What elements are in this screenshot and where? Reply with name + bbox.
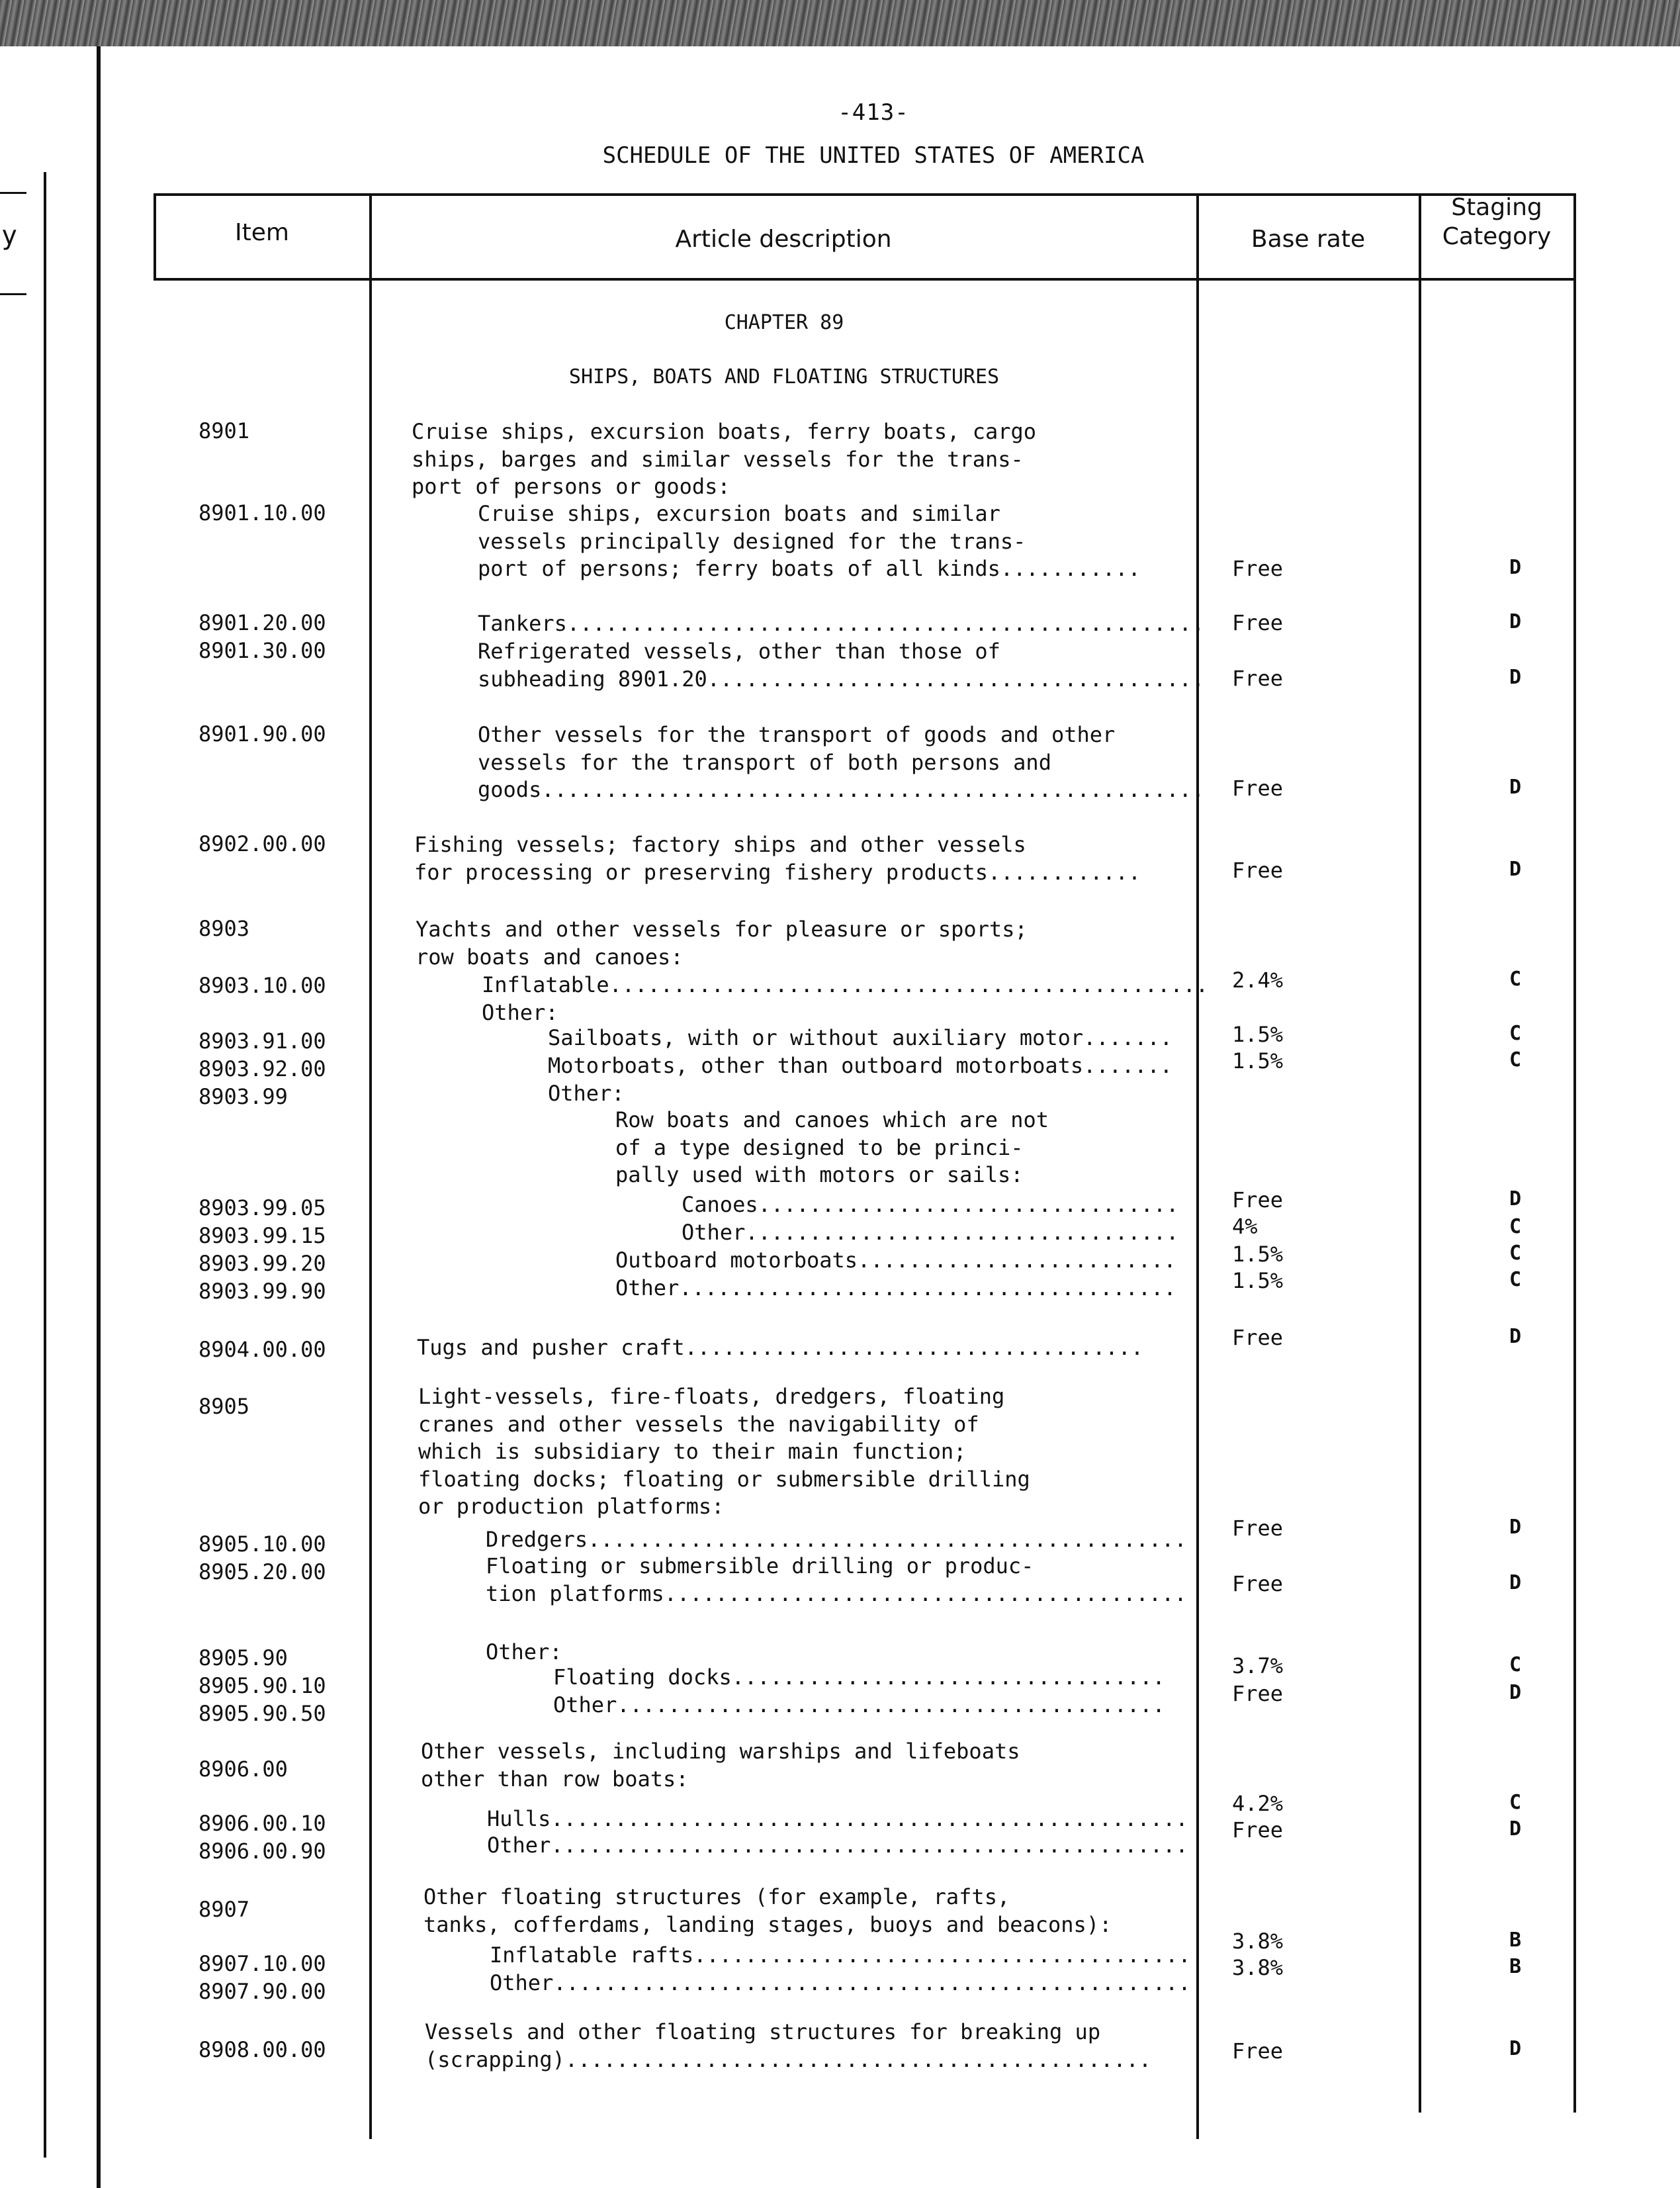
left-page-fragment	[0, 192, 26, 295]
table-row-item-code: 8903	[199, 916, 250, 941]
table-row-item-code: 8906.00	[199, 1756, 288, 1782]
table-row-base-rate: Free	[1232, 666, 1284, 691]
table-row-base-rate: Free	[1232, 2038, 1284, 2064]
header-staging-line2: Category	[1442, 223, 1552, 250]
table-row-base-rate: Free	[1232, 1187, 1284, 1212]
table-row-staging-category: D	[1509, 666, 1522, 689]
table-row-staging-category: D	[1509, 1516, 1522, 1539]
table-row-item-code: 8905.10.00	[199, 1531, 326, 1557]
table-row-item-code: 8906.00.10	[199, 1811, 326, 1836]
table-row-item-code: 8901.90.00	[199, 721, 326, 747]
table-row-description: Cruise ships, excursion boats and similar vessels principally designed for the trans- port of persons; ferry boats of all kinds...........	[478, 501, 1141, 581]
table-row-staging-category: B	[1509, 1929, 1522, 1952]
table-row-staging-category: C	[1509, 1791, 1522, 1814]
header-staging-category	[1421, 193, 1572, 251]
table-row-item-code: 8901	[199, 418, 250, 443]
table-row-item-code: 8905.90.10	[199, 1673, 326, 1698]
table-row-item-code: 8902.00.00	[199, 831, 326, 856]
table-row-description: Floating docks..................................	[553, 1664, 1165, 1690]
table-row-item-code: 8903.99	[199, 1084, 288, 1109]
binding-gutter-line	[97, 46, 101, 2188]
table-row-staging-category: D	[1509, 610, 1522, 633]
table-row-base-rate: Free	[1232, 556, 1284, 581]
table-row-staging-category: C	[1509, 1022, 1522, 1045]
table-row-description: Other..................................................	[487, 1833, 1188, 1858]
table-row-item-code: 8903.99.15	[199, 1223, 326, 1248]
table-row-item-code: 8901.20.00	[199, 610, 326, 635]
table-row-description: Other vessels for the transport of goods and other vessels for the transport of both persons and goods....................................................	[478, 722, 1205, 802]
column-rule-description	[1196, 193, 1199, 2139]
table-row-item-code: 8905.90.50	[199, 1701, 326, 1726]
table-row-item-code: 8901.10.00	[199, 500, 326, 525]
table-row-item-code: 8905	[199, 1394, 250, 1419]
table-row-item-code: 8908.00.00	[199, 2037, 326, 2062]
table-row-staging-category: D	[1509, 776, 1522, 799]
header-base-rate: Base rate	[1251, 226, 1366, 253]
table-row-staging-category: C	[1509, 968, 1522, 991]
table-row-description: Canoes.................................	[682, 1192, 1179, 1217]
table-row-description: Dredgers...............................................	[486, 1527, 1187, 1552]
table-row-description: Other vessels, including warships and lifeboats other than row boats:	[421, 1739, 1020, 1792]
table-row-item-code: 8905.20.00	[199, 1559, 326, 1584]
table-row-description: Vessels and other floating structures for breaking up (scrapping)..............................................	[425, 2019, 1152, 2072]
table-row-base-rate: 1.5%	[1232, 1242, 1284, 1267]
table-row-base-rate: 1.5%	[1232, 1268, 1284, 1293]
table-row-item-code: 8904.00.00	[199, 1337, 326, 1362]
table-row-description: Yachts and other vessels for pleasure or sports; row boats and canoes:	[416, 917, 1028, 970]
table-row-staging-category: D	[1509, 858, 1522, 881]
table-row-base-rate: 1.5%	[1232, 1048, 1284, 1073]
table-row-base-rate: Free	[1232, 1571, 1284, 1596]
table-row-item-code: 8901.30.00	[199, 638, 326, 663]
table-row-description: Sailboats, with or without auxiliary motor.......	[548, 1025, 1173, 1050]
table-row-base-rate: 1.5%	[1232, 1022, 1284, 1047]
table-row-description: Other..................................................	[490, 1970, 1191, 1995]
column-rule-right	[1573, 193, 1576, 2113]
header-item: Item	[235, 219, 289, 246]
table-row-base-rate: Free	[1232, 1516, 1284, 1541]
table-top-rule	[154, 193, 1576, 196]
table-row-description: Cruise ships, excursion boats, ferry boats, cargo ships, barges and similar vessels for the trans- port of persons or goods:	[412, 419, 1037, 499]
table-row-staging-category: D	[1509, 2037, 1522, 2060]
table-row-description: Tankers..................................................	[478, 611, 1205, 636]
table-row-item-code: 8903.91.00	[199, 1028, 326, 1054]
chapter-title: SHIPS, BOATS AND FLOATING STRUCTURES	[568, 365, 1000, 388]
table-row-description: Motorboats, other than outboard motorboats.......	[548, 1053, 1173, 1078]
schedule-title: SCHEDULE OF THE UNITED STATES OF AMERICA	[602, 142, 1145, 169]
table-row-base-rate: 4.2%	[1232, 1791, 1284, 1816]
table-row-item-code: 8903.92.00	[199, 1056, 326, 1081]
table-row-item-code: 8903.10.00	[199, 973, 326, 998]
left-page-fragment-text: y	[1, 220, 18, 251]
table-row-item-code: 8907	[199, 1897, 250, 1922]
column-rule-base-rate	[1419, 193, 1421, 2113]
chapter-heading: CHAPTER 89	[724, 311, 844, 334]
table-row-description: Floating or submersible drilling or produc- tion platforms.........................................	[486, 1553, 1187, 1606]
table-row-base-rate: Free	[1232, 1325, 1284, 1350]
table-row-item-code: 8906.00.90	[199, 1839, 326, 1864]
table-row-staging-category: C	[1509, 1215, 1522, 1238]
left-page-edge-line	[44, 172, 46, 2158]
header-staging-line1: Staging	[1451, 194, 1542, 221]
table-row-item-code: 8903.99.90	[199, 1279, 326, 1304]
table-row-base-rate: 3.7%	[1232, 1653, 1284, 1678]
table-row-staging-category: D	[1509, 1187, 1522, 1210]
table-row-description: Other..................................	[682, 1220, 1179, 1245]
table-row-item-code: 8903.99.05	[199, 1195, 326, 1220]
table-row-staging-category: D	[1509, 1571, 1522, 1594]
table-row-description: Row boats and canoes which are not of a type designed to be princi- pally used with motors or sails:	[615, 1107, 1049, 1187]
table-row-description: Light-vessels, fire-floats, dredgers, floating cranes and other vessels the navigability of which is subsidiary to their main function; floating docks; floating or submersible drilling or production platforms:	[418, 1384, 1030, 1519]
table-row-description: Other:	[548, 1081, 625, 1106]
table-row-item-code: 8907.10.00	[199, 1951, 326, 1976]
page-number: -413-	[838, 99, 909, 126]
table-row-item-code: 8903.99.20	[199, 1251, 326, 1276]
table-row-base-rate: Free	[1232, 1817, 1284, 1843]
table-row-description: Other:	[486, 1639, 562, 1664]
table-row-staging-category: C	[1509, 1268, 1522, 1291]
table-row-description: Inflatable...............................................	[482, 972, 1209, 997]
table-row-item-code: 8905.90	[199, 1645, 288, 1670]
header-article-description: Article description	[675, 226, 892, 253]
table-row-base-rate: 3.8%	[1232, 1955, 1284, 1980]
table-row-staging-category: D	[1509, 1325, 1522, 1348]
table-row-base-rate: Free	[1232, 776, 1284, 801]
table-row-description: Fishing vessels; factory ships and other vessels for processing or preserving fishery products............	[414, 832, 1141, 885]
table-row-description: Inflatable rafts.......................................	[490, 1942, 1191, 1968]
column-rule-item	[369, 193, 372, 2139]
table-row-base-rate: 3.8%	[1232, 1929, 1284, 1954]
table-row-description: Tugs and pusher craft....................................	[417, 1335, 1144, 1360]
table-row-description: Outboard motorboats.........................	[615, 1248, 1176, 1273]
table-row-base-rate: Free	[1232, 610, 1284, 635]
table-row-base-rate: 4%	[1232, 1214, 1258, 1239]
table-row-staging-category: C	[1509, 1048, 1522, 1071]
table-row-base-rate: Free	[1232, 1681, 1284, 1706]
table-row-staging-category: D	[1509, 556, 1522, 579]
table-row-description: Other floating structures (for example, rafts, tanks, cofferdams, landing stages, buoys and beacons):	[423, 1884, 1112, 1937]
table-row-description: Hulls..................................................	[487, 1806, 1188, 1831]
table-row-description: Other...........................................	[553, 1692, 1165, 1717]
table-row-staging-category: C	[1509, 1242, 1522, 1265]
table-row-description: Other.......................................	[615, 1275, 1176, 1300]
table-row-staging-category: C	[1509, 1653, 1522, 1676]
table-row-base-rate: Free	[1232, 858, 1284, 883]
table-row-description: Refrigerated vessels, other than those of subheading 8901.20.......................................	[478, 639, 1205, 692]
table-row-staging-category: D	[1509, 1681, 1522, 1704]
table-row-item-code: 8907.90.00	[199, 1979, 326, 2004]
table-row-staging-category: B	[1509, 1955, 1522, 1978]
table-row-description: Other:	[482, 1000, 558, 1025]
table-row-base-rate: 2.4%	[1232, 968, 1284, 993]
table-row-staging-category: D	[1509, 1817, 1522, 1841]
scan-top-edge	[0, 0, 1680, 46]
header-bottom-rule	[154, 278, 1576, 281]
